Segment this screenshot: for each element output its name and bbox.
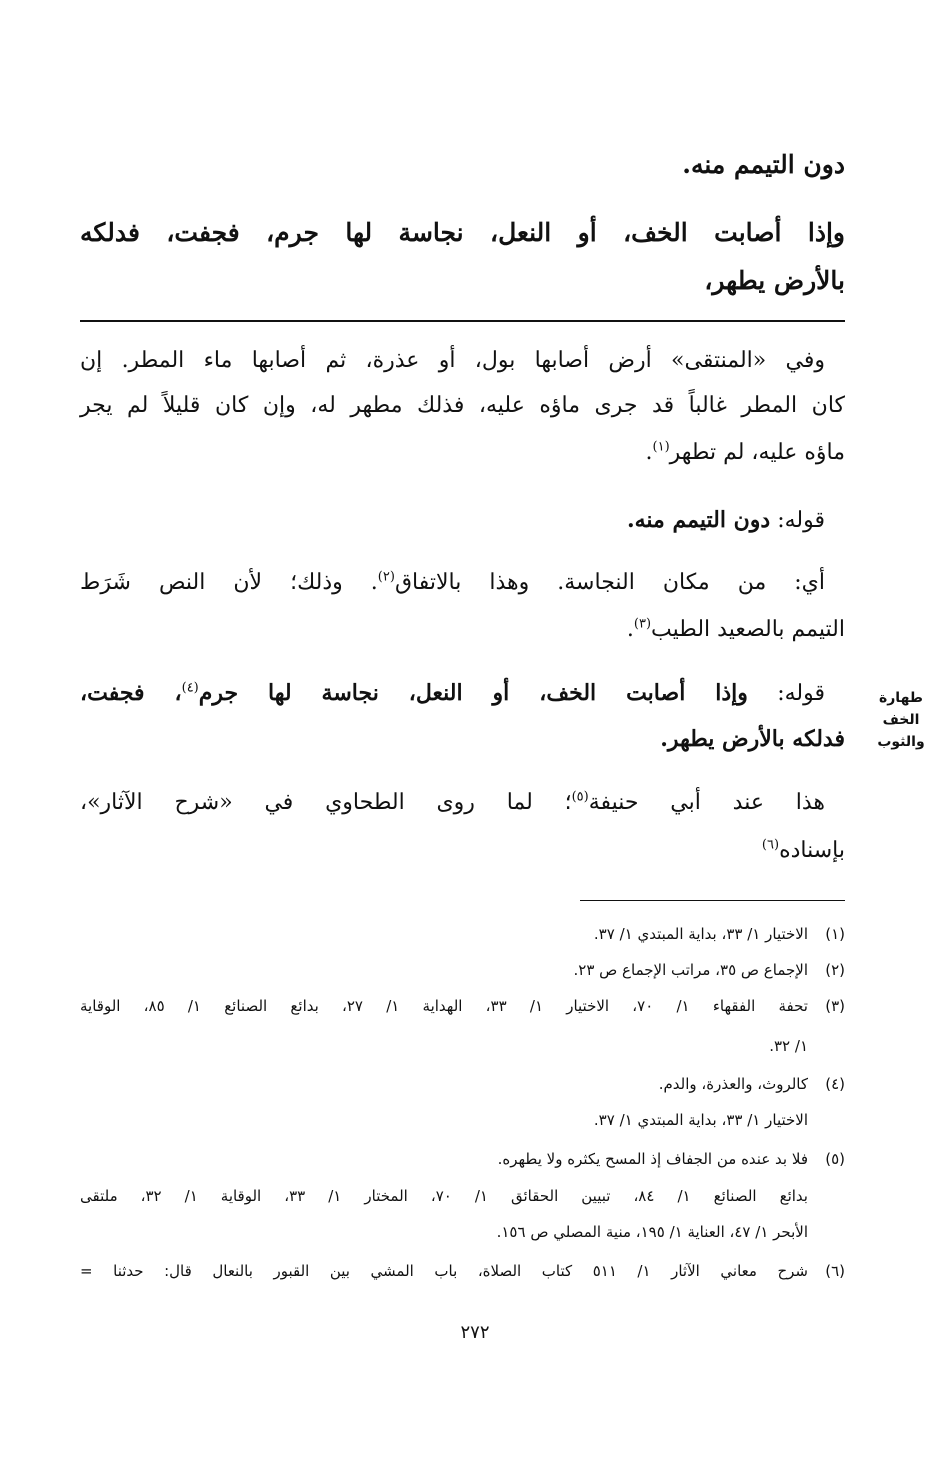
commentary-p4-line-2: فدلكه بالأرض يطهر. — [660, 726, 845, 752]
footnote-ref-6[interactable]: (٦) — [761, 837, 780, 853]
margin-note — [866, 690, 936, 750]
margin-note-line-1: طهارة — [878, 690, 923, 706]
matn-separator — [80, 320, 845, 322]
commentary-p1-line-2: كان المطر غالباً قد جرى ماؤه عليه، فذلك مطهر له، وإن كان قليلاً لم يجر — [80, 393, 845, 418]
commentary-p5-line-1: هذا عند أبي حنيفة$^{(٥)}$؛ لما روى الطحاوي في «شرح الآثار»، — [80, 789, 825, 815]
commentary-p4-line-1: قوله: وإذا أصابت الخف، أو النعل، نجاسة لها جرم$^{(٤)}$، فجفت، — [80, 680, 825, 706]
footnote-ref-2[interactable]: (٢) — [377, 569, 395, 585]
commentary-p2: قوله: دون التيمم منه. — [626, 507, 825, 533]
matn-line-3: بالأرض يطهر، — [704, 266, 845, 295]
page-number: ٢٧٢ — [460, 1322, 490, 1343]
footnote-ref-3[interactable]: (٣) — [633, 616, 652, 632]
commentary-p3-line-2: التيمم بالصعيد الطيب$^{(٣)}$. — [626, 616, 845, 642]
footnote-ref-5[interactable]: (٥) — [571, 789, 589, 805]
quoted-matn: دون التيمم منه. — [626, 507, 771, 533]
commentary-p1-line-3: ماؤه عليه، لم تطهر$^{(١)}$. — [645, 439, 845, 465]
commentary-p3-line-1: أي: من مكان النجاسة. وهذا بالاتفاق$^{(٢)}$. وذلك؛ لأن النص شَرَط — [80, 569, 825, 595]
commentary-p1-line-1: وفي «المنتقى» أرض أصابها بول، أو عذرة، ثم أصابها ماء المطر. إن — [80, 348, 825, 373]
footnote-separator — [580, 900, 845, 901]
margin-note-line-3: والثوب — [877, 734, 925, 750]
book-page: دون التيمم منه. وإذا أصابت الخف، أو النعل، نجاسة لها جرم، فجفت، فدلكه بالأرض يطهر، وفي «المنتقى» أرض أصابها بول، أو عذرة، ثم أصابها ماء المطر. إن كان المطر غالباً قد جرى ماؤه عليه، فذلك مطهر له، وإن كان قليلاً لم يجر ماؤه عليه، لم تطهر$^{(١)}$. قوله: دون التيمم منه. أي: من مكان النجاسة. وهذا بالاتفاق$^{(٢)}$. وذلك؛ لأن النص شَرَط التيمم بالصعيد الطيب$^{(٣)}$. قوله: وإذا أصابت الخف، أو النعل، نجاسة لها جرم$^{(٤)}$، فجفت، فدلكه بالأرض يطهر. طهارة الخف والثوب هذا عند أبي حنيفة$^{(٥)}$؛ لما روى الطحاوي في «شرح الآثار»، بإسناده$^{(٦)}$ (١) الاختيار ١/ ٣٣، بداية المبتدي ١/ ٣٧. (٢) الإجماع ص ٣٥، مراتب الإجماع ص ٢٣. (٣) تحفة الفقهاء ١/ ٧٠، الاختيار ١/ ٣٣، الهداية ١/ ٢٧، بدائع الصنائع ١/ ٨٥، الوقاية ١/ ٣٢. (٤) كالروث، والعذرة، والدم. الاختيار ١/ ٣٣، بداية المبتدي ١/ ٣٧. (٥) فلا بد عنده من الجفاف إذ المسح يكثره ولا يطهره. بدائع الصنائع ١/ ٨٤، تبيين الحقائق ١/ ٧٠، المختار ١/ ٣٣، الوقاية ١/ ٣٢، ملتقى الأبحر ١/ ٤٧، العناية ١/ ١٩٥، منية المصلي ص ١٥٦. (٦) شرح معاني الآثار ١/ ٥١١ كتاب الصلاة، باب المشي بين القبور بالنعال قال: حدثنا = ٢٧٢ — [0, 0, 950, 1482]
footnote-ref-4[interactable]: (٤) — [181, 680, 199, 696]
matn-line-1: دون التيمم منه. — [682, 150, 845, 179]
footnote-ref-1[interactable]: (١) — [652, 439, 670, 455]
margin-note-line-2: الخف — [882, 712, 920, 728]
matn-line-2: وإذا أصابت الخف، أو النعل، نجاسة لها جرم، فجفت، فدلكه — [80, 218, 845, 247]
commentary-p5-line-2: بإسناده$^{(٦)}$ — [761, 837, 845, 863]
